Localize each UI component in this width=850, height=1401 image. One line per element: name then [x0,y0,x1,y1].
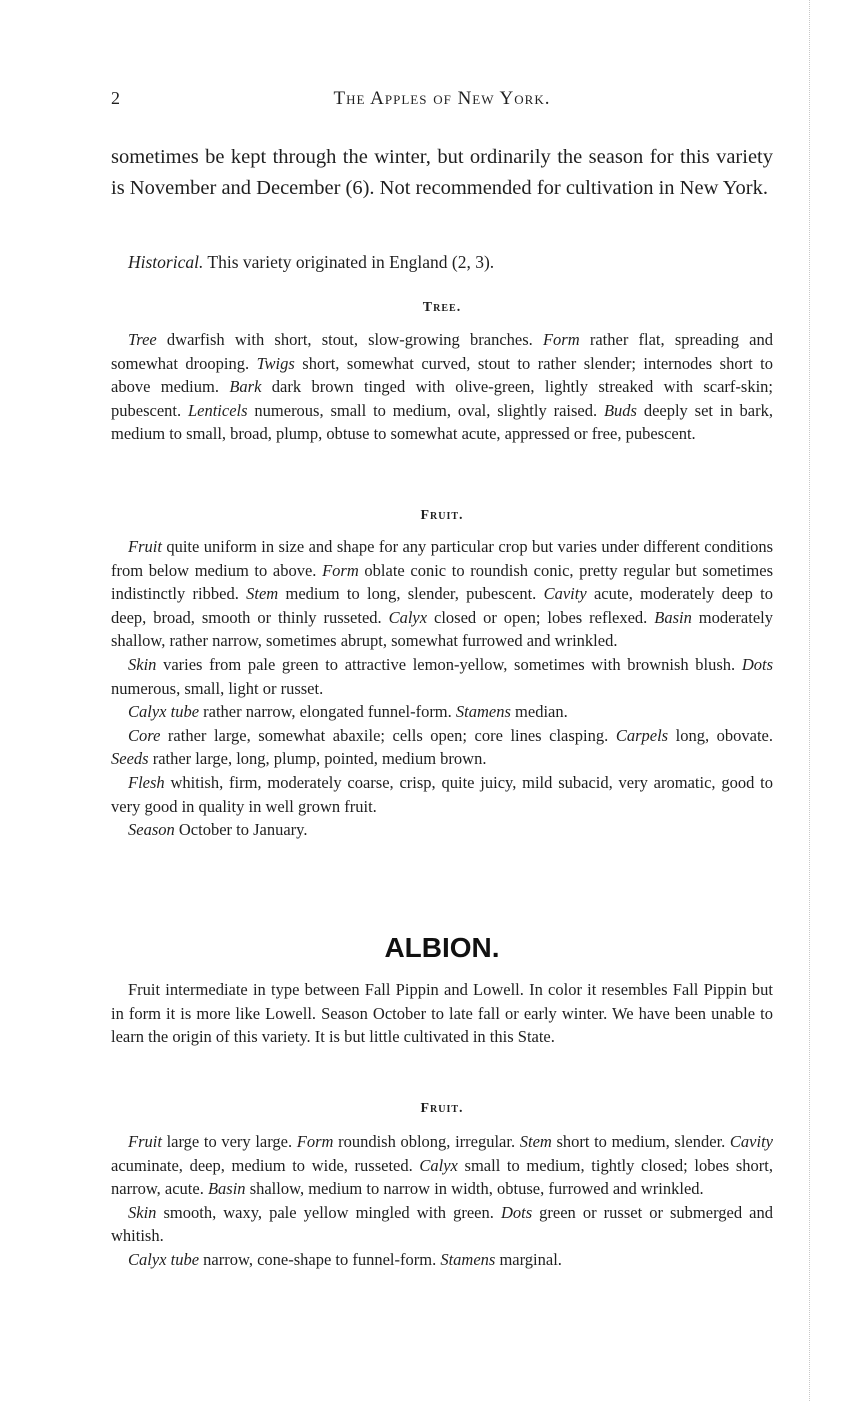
term-text: median. [510,702,568,722]
term-text: narrow, cone-shape to funnel-form. [199,1249,441,1269]
historical-label: Historical. [128,252,204,272]
term-text: numerous, small to medium, oval, slightly raised. [247,400,604,420]
term-label: Twigs [256,353,295,373]
term-text: numerous, small, light or russet. [111,678,324,698]
term-text: rather large, somewhat abaxile; cells open; core lines clasping. [160,725,616,745]
term-label: Tree [128,330,157,349]
term-label: Stamens [455,702,511,722]
term-label: Cavity [543,584,587,604]
term-text: short, somewhat curved, stout to rather slender; internodes short to above medium. [111,353,773,397]
term-text: dwarfish with short, stout, slow-growing branches. [156,330,543,349]
term-text: varies from pale green to attractive lemon-yellow, sometimes with brownish blush. [156,654,742,674]
scan-margin [799,0,810,1401]
term-text: deeply set in bark, medium to small, broad, plump, obtuse to somewhat acute, appressed or free, pubescent. [111,400,773,444]
term-label: Cavity [729,1132,773,1151]
term-text: quite uniform in size and shape for any particular crop but varies under different conditions from below medium to above. [111,537,773,580]
term-text: whitish, firm, moderately coarse, crisp, quite juicy, mild subacid, very aromatic, good to very good in quality in well grown fruit. [111,772,773,816]
term-label: Form [542,330,580,349]
term-label: Dots [500,1202,533,1222]
term-label: Stamens [440,1249,496,1269]
term-label: Stem [246,584,279,604]
term-label: Skin [128,1202,157,1222]
term-label: Flesh [128,772,165,792]
fruit-heading-1: Fruit. [420,508,464,523]
term-text: shallow, medium to narrow in width, obtuse, furrowed and wrinkled. [245,1179,704,1199]
term-label: Season [128,820,175,840]
term-text: rather large, long, plump, pointed, medium brown. [148,749,487,769]
term-label: Form [322,560,359,580]
fruit-paragraph [111,700,773,724]
term-label: Buds [603,400,637,420]
variety-title: ALBION. [384,932,500,963]
fruit-heading-2: Fruit. [420,1101,464,1116]
term-text: small to medium, tightly closed; lobes short, narrow, acute. [111,1155,773,1199]
term-label: Calyx tube [128,1249,200,1269]
term-label: Fruit [128,1132,162,1151]
term-label: Core [128,725,161,745]
term-text: roundish oblong, irregular. [333,1132,520,1151]
term-text: large to very large. [161,1132,297,1151]
fruit-paragraph [111,1201,773,1248]
term-label: Calyx tube [128,702,200,722]
lead-paragraph: sometimes be kept through the winter, but ordinarily the season for this variety is November and December (6). Not recommended for cultivation in New York. [111,146,773,199]
fruit-paragraph [111,535,773,653]
term-text: smooth, waxy, pale yellow mingled with green. [156,1202,501,1222]
page-header [111,88,773,118]
term-label: Skin [128,654,157,674]
term-label: Seeds [111,749,149,769]
term-text: rather narrow, elongated funnel-form. [199,702,456,722]
term-label: Fruit [128,537,162,556]
fruit-paragraph [111,818,773,842]
term-label: Carpels [615,725,669,745]
fruit-description-1 [111,535,773,842]
term-label: Stem [519,1132,552,1151]
term-label: Form [296,1132,334,1151]
term-text: marginal. [495,1249,562,1269]
fruit-description-2 [111,1130,773,1272]
term-label: Basin [207,1179,246,1199]
term-text: rather flat, spreading and somewhat drooping. [111,330,773,373]
term-text: short to medium, slender. [551,1132,730,1151]
term-label: Dots [741,654,773,674]
term-text: oblate conic to roundish conic, pretty regular but sometimes indistinctly ribbed. [111,560,773,604]
tree-paragraph [111,328,773,446]
fruit-paragraph [111,771,773,818]
historical-text: This variety originated in England (2, 3). [203,252,495,272]
term-text: moderately shallow, rather narrow, sometimes abrupt, somewhat furrowed and wrinkled. [111,607,773,651]
tree-heading: Tree. [422,300,462,315]
term-text: October to January. [174,820,308,840]
variety-description [111,978,773,1049]
term-label: Calyx [419,1155,458,1175]
page-number: 2 [111,88,120,108]
term-text: green or russet or submerged and whitish. [111,1202,773,1246]
historical-paragraph [128,250,773,274]
fruit-paragraph [111,724,773,771]
term-label: Lenticels [187,400,248,420]
term-text: acute, moderately deep to deep, broad, smooth or thinly russeted. [111,584,773,627]
fruit-paragraph [111,1248,773,1272]
term-text: medium to long, slender, pubescent. [278,584,544,604]
term-label: Basin [654,607,692,627]
term-text: dark brown tinged with olive-green, lightly streaked with scarf-skin; pubescent. [111,377,773,420]
fruit-paragraph [111,1130,773,1201]
running-title: The Apples of New York. [333,88,551,109]
term-text: long, obovate. [668,725,773,745]
term-label: Bark [229,377,262,397]
variety-paragraph: Fruit intermediate in type between Fall Pippin and Lowell. In color it resembles Fall Pippin but in form it is more like Lowell. Season October to late fall or early winter. We have been unable to learn the origin of this variety. It is but little cultivated in this State. [111,980,773,1047]
term-text: closed or open; lobes reflexed. [427,607,655,627]
term-label: Calyx [388,607,428,627]
term-text: acuminate, deep, medium to wide, russeted. [111,1155,420,1175]
tree-description [111,328,773,446]
fruit-paragraph [111,653,773,700]
